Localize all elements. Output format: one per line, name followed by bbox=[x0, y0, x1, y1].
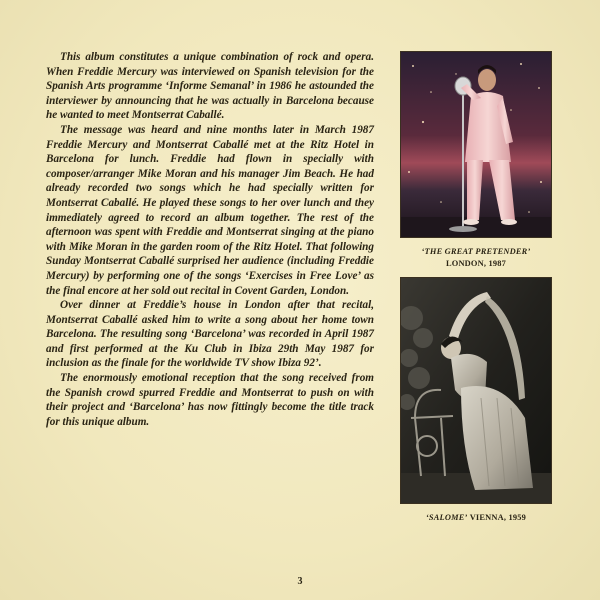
photo-great-pretender bbox=[401, 52, 551, 237]
caption-title-2: ‘SALOME’ bbox=[425, 513, 468, 522]
photo-great-pretender-caption bbox=[396, 246, 556, 270]
photo-salome bbox=[401, 278, 551, 503]
caption-detail-2: VIENNA, 1959 bbox=[469, 513, 527, 522]
photo-great-pretender-image bbox=[401, 52, 551, 237]
paragraph-2: The message was heard and nine months later in March 1987 Freddie Mercury and Montserrat Caballé met at the Ritz Hotel in Barcelona for lunch. Freddie had flown in specially with composer/arranger Mike Moran and his manager Jim Beach. He had already recorded two songs which he had specially written for Montserrat Caballé. He played these songs to her over lunch and they immediately agreed to record an album together. The rest of the afternoon was spent with Freddie and Montserrat singing at the piano with Mike Moran in the garden room of the Ritz Hotel. That following Sunday Montserrat Caballé surprised her audience (including Freddie Mercury) by performing one of the songs ‘Exercises in Free Love’ as the final encore at her sold out recital in Covent Garden, London. bbox=[46, 123, 374, 297]
article-body bbox=[46, 50, 374, 429]
caption-title-1: ‘THE GREAT PRETENDER’ bbox=[421, 247, 531, 256]
photo-salome-caption bbox=[396, 513, 556, 522]
photo-salome-image bbox=[401, 278, 551, 503]
paragraph-3: Over dinner at Freddie’s house in London after that recital, Montserrat Caballé asked him to write a song about her home town Barcelona. The resulting song ‘Barcelona’ was recorded in April 1987 and first performed at the Ku Club in Ibiza 29th May 1987 for inclusion as the finale for the worldwide TV show Ibiza 92’. bbox=[46, 299, 374, 370]
page-number: 3 bbox=[297, 576, 303, 587]
paragraph-4: The enormously emotional reception that the song received from the Spanish crowd spurred Freddie and Montserrat to push on with their project and ‘Barcelona’ has now fittingly become the title track for this unique album. bbox=[46, 372, 374, 428]
caption-detail-1: LONDON, 1987 bbox=[445, 259, 507, 268]
paragraph-1: This album constitutes a unique combination of rock and opera. When Freddie Mercury was interviewed on Spanish television for the Spanish Arts programme ‘Informe Semanal’ in 1986 he astounded the interviewer by announcing that he was actually in Barcelona because he wanted to meet Montserrat Caballé. bbox=[46, 51, 374, 122]
